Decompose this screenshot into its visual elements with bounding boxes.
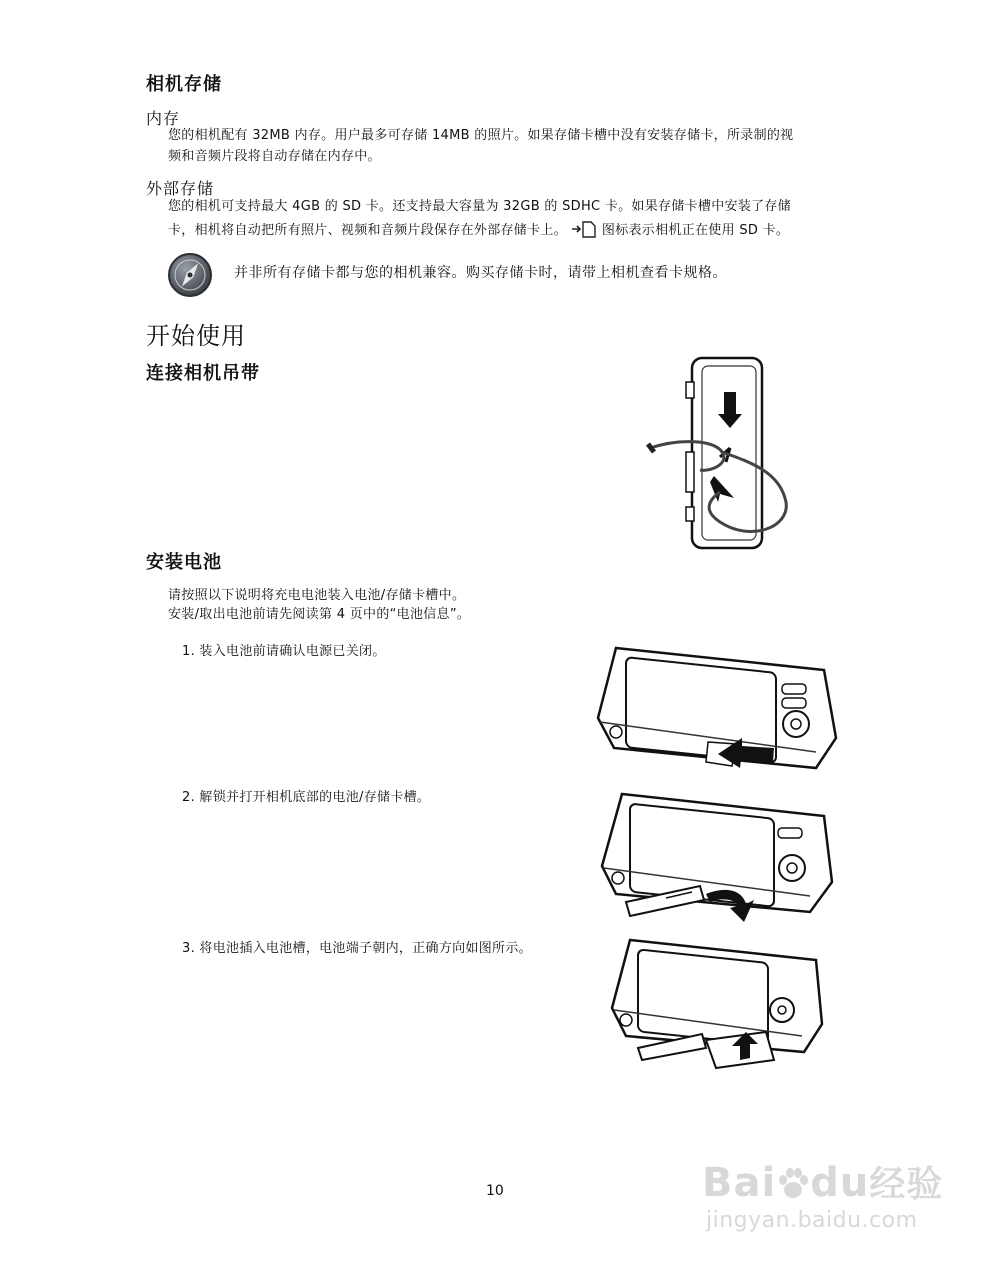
battery-step-3: 3. 将电池插入电池槽，电池端子朝内，正确方向如图所示。: [182, 941, 532, 956]
paw-icon: [776, 1166, 810, 1200]
external-storage-line1: 您的相机可支持最大 4GB 的 SD 卡。还支持最大容量为 32GB 的 SDHC 卡。如果存储卡槽中安装了存储: [168, 199, 792, 214]
camera-insert-battery-illustration: [606, 936, 836, 1076]
camera-open-battery-door-illustration: [596, 790, 846, 930]
watermark-brand-2: du: [810, 1160, 870, 1206]
camera-power-off-illustration: [596, 640, 846, 780]
internal-memory-heading: 内存: [146, 109, 181, 128]
watermark-url: jingyan.baidu.com: [706, 1208, 918, 1233]
battery-intro-line2: 安装/取出电池前请先阅读第 4 页中的“电池信息”。: [168, 607, 471, 622]
internal-memory-line2: 频和音频片段将自动存储在内存中。: [168, 149, 381, 164]
section-title-storage: 相机存储: [146, 74, 222, 95]
battery-intro-line1: 请按照以下说明将充电电池装入电池/存储卡槽中。: [168, 588, 466, 603]
watermark-brand: Bai: [702, 1160, 777, 1206]
camera-strap-illustration: [640, 352, 800, 552]
external-storage-line2b: 图标表示相机正在使用 SD 卡。: [601, 223, 790, 238]
internal-memory-line1: 您的相机配有 32MB 内存。用户最多可存储 14MB 的照片。如果存储卡槽中没有安装存储卡，所录制的视: [168, 128, 794, 143]
baidu-watermark: [702, 1156, 943, 1207]
battery-heading: 安装电池: [146, 552, 222, 573]
compass-note-icon: [167, 252, 213, 298]
strap-heading: 连接相机吊带: [146, 363, 260, 384]
battery-step-2: 2. 解锁并打开相机底部的电池/存储卡槽。: [182, 790, 431, 805]
external-storage-heading: 外部存储: [146, 179, 215, 198]
compatibility-note: 并非所有存储卡都与您的相机兼容。购买存储卡时，请带上相机查看卡规格。: [234, 265, 727, 281]
sd-card-icon: [571, 220, 597, 238]
section-title-getting-started: 开始使用: [146, 322, 246, 350]
page-number: 10: [486, 1183, 504, 1199]
external-storage-line2a: 卡，相机将自动把所有照片、视频和音频片段保存在外部存储卡上。: [168, 223, 568, 238]
watermark-cn: 经验: [869, 1164, 944, 1205]
battery-step-1: 1. 装入电池前请确认电源已关闭。: [182, 644, 386, 659]
external-storage-line2: [168, 220, 789, 242]
